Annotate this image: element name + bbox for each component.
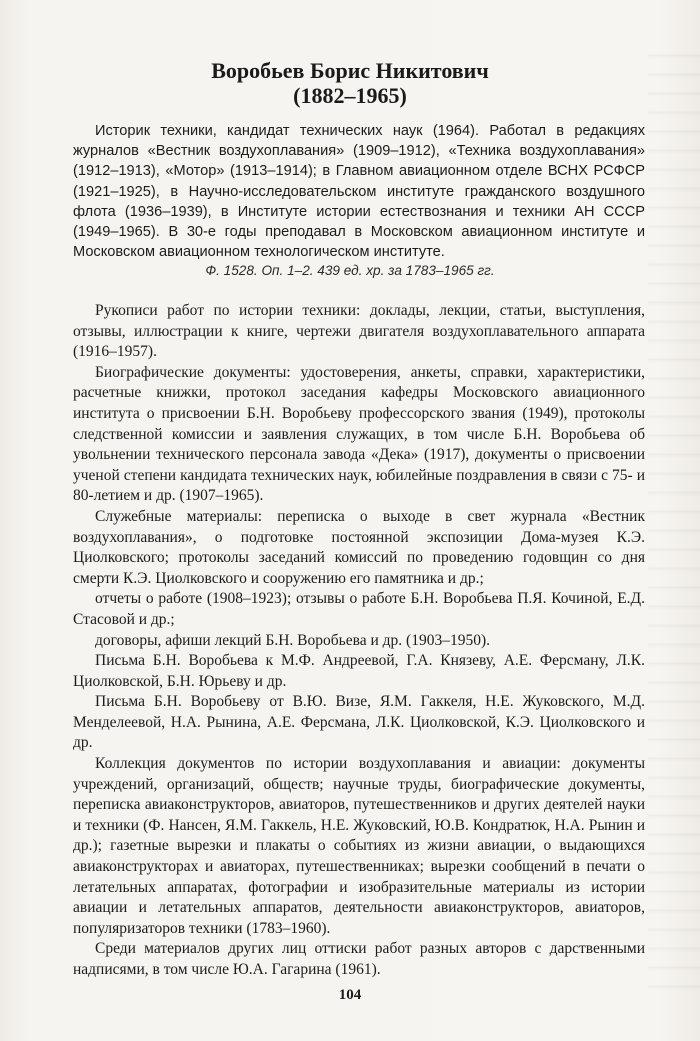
archive-reference: Ф. 1528. Оп. 1–2. 439 ед. хр. за 1783–1965 гг. — [205, 263, 495, 278]
page-number: 104 — [338, 987, 362, 1003]
person-name-heading: Воробьев Борис Никитович — [211, 58, 489, 83]
life-years-heading: (1882–1965) — [293, 83, 407, 108]
paragraph-letters-to: Письма Б.Н. Воробьеву от В.Ю. Визе, Я.М. Гаккеля, Н.Е. Жуковского, М.Д. Менделеевой, Н.А. Рынина, А.Е. Ферсмана, Л.К. Циолковской, К.Э. Циолковского и др. — [73, 693, 645, 752]
fond-contents — [73, 301, 645, 981]
paragraph-contracts: договоры, афиши лекций Б.Н. Воробьева и др. (1903–1950). — [95, 631, 490, 649]
paragraph-manuscripts: Рукописи работ по истории техники: доклады, лекции, статьи, выступления, отзывы, иллюстрации к книге, чертежи двигателя воздухоплавательного аппарата (1916–1957). — [73, 302, 645, 361]
biography-paragraph: Историк техники, кандидат технических наук (1964). Работал в редакциях журналов «Вестник воздухоплавания» (1909–1912), «Техника воздухоплавания» (1912–1913), «Мотор» (1913–1914); в Главном авиационном отделе ВСНХ РСФСР (1921–1925), в Научно-исследовательском институте гражданского воздушного флота (1936–1939), в Институте истории естествознания и техники АН СССР (1949–1965). В 30-е годы преподавал в Московском авиационном институте и Московском авиационном технологическом институте. — [73, 123, 645, 261]
paragraph-reports: отчеты о работе (1908–1923); отзывы о работе Б.Н. Воробьева П.Я. Кочиной, Е.Д. Стасовой и др.; — [73, 590, 645, 628]
paragraph-biographical-documents: Биографические документы: удостоверения, анкеты, справки, характеристики, расчетные книжки, протокол заседания кафедры Московского авиационного института о присвоении Б.Н. Воробьеву профессорского звания (1949), протоколы следственной комиссии и заявления служащих, в том числе Б.Н. Воробьева об увольнении технического персонала завода «Дека» (1917), документы о присвоении ученой степени кандидата технических наук, юбилейные поздравления в связи с 75- и 80-летием и др. (1907–1965). — [73, 363, 645, 505]
paragraph-letters-from: Письма Б.Н. Воробьева к М.Ф. Андреевой, Г.А. Князеву, А.Е. Ферсману, Л.К. Циолковской, Б.Н. Юрьеву и др. — [73, 652, 645, 690]
bleed-through-shadow — [648, 40, 700, 1000]
paragraph-service-materials: Служебные материалы: переписка о выходе в свет журнала «Вестник воздухоплавания», о подготовке постоянной экспозиции Дома-музея К.Э. Циолковского; протоколы заседаний комиссий по проведению годовщин со дня смерти К.Э. Циолковского и сооружению его памятника и др.; — [73, 507, 645, 587]
paragraph-other-persons: Среди материалов других лиц оттиски работ разных авторов с дарственными надписями, в том числе Ю.А. Гагарина (1961). — [73, 940, 645, 978]
paragraph-collection: Коллекция документов по истории воздухоплавания и авиации: документы учреждений, организаций, обществ; научные труды, биографические документы, переписка авиаконструкторов, авиаторов, путешественников и других деятелей науки и техники (Ф. Нансен, Я.М. Гаккель, Н.Е. Жуковский, Ю.В. Кондратюк, Н.А. Рынин и др.); газетные вырезки и плакаты о событиях из жизни авиации, о выдающихся авиаконструкторах и авиаторах, путешественниках; вырезки сообщений в печати о летательных аппаратах, фотографии и изобразительные материалы из истории авиации и летательных аппаратов, деятельности авиаконструкторов, авиаторов, популяризаторов техники (1783–1960). — [73, 755, 645, 937]
